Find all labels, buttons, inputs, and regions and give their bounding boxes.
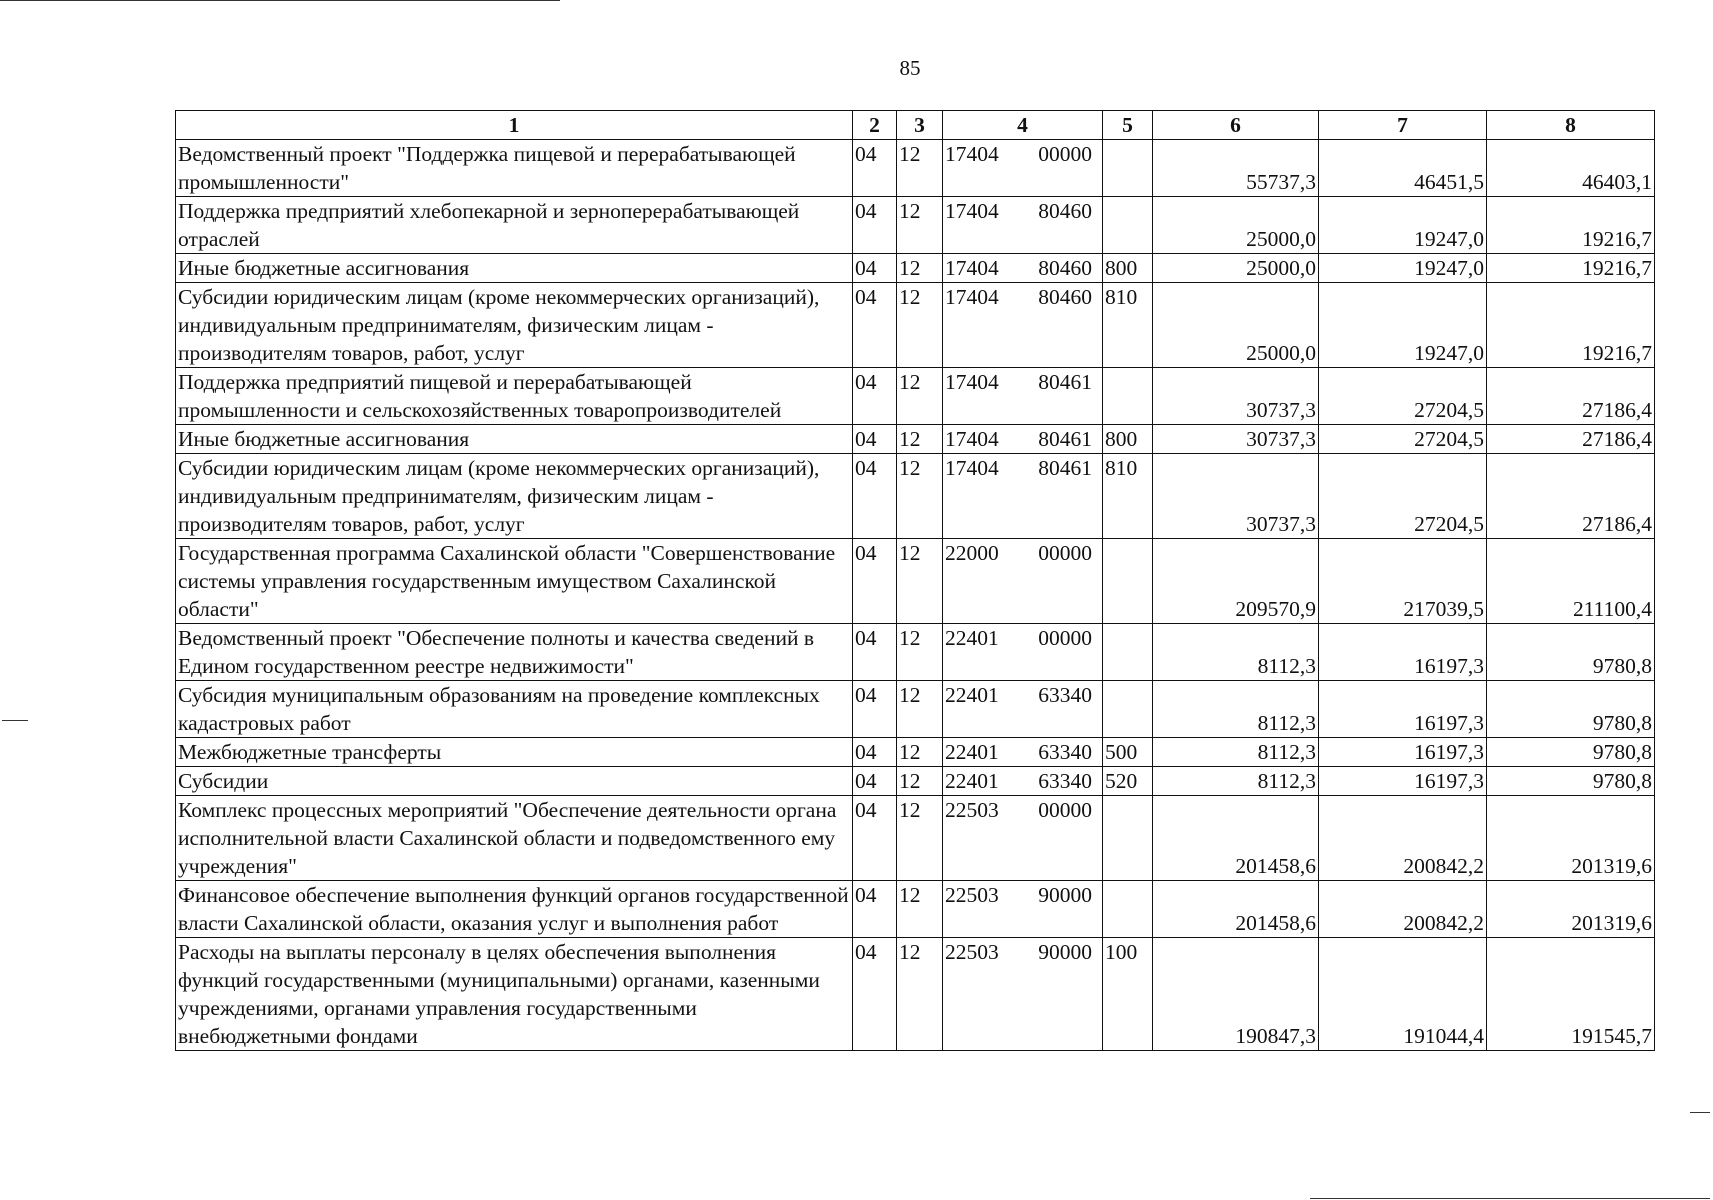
row-target-article-cell	[943, 368, 1103, 425]
table-row	[176, 197, 1655, 254]
row-target-article-prefix: 22401	[945, 683, 999, 707]
row-amount-col8: 211100,4	[1487, 539, 1655, 624]
row-amount-col7: 46451,5	[1319, 140, 1487, 197]
row-amount-col7: 27204,5	[1319, 425, 1487, 454]
table-row	[176, 938, 1655, 1051]
row-amount-col7: 16197,3	[1319, 738, 1487, 767]
row-target-article-prefix: 17404	[945, 142, 999, 166]
row-target-article-cell	[943, 283, 1103, 368]
row-amount-col7: 16197,3	[1319, 624, 1487, 681]
table-row	[176, 796, 1655, 881]
row-section-code: 04	[853, 624, 897, 681]
row-target-article	[945, 881, 1100, 909]
row-target-article-cell	[943, 938, 1103, 1051]
row-section-code: 04	[853, 140, 897, 197]
row-target-article	[945, 539, 1100, 567]
row-amount-col8: 27186,4	[1487, 425, 1655, 454]
row-section-code: 04	[853, 454, 897, 539]
row-section-code: 04	[853, 738, 897, 767]
row-target-article-cell	[943, 197, 1103, 254]
row-subsection-code: 12	[897, 140, 943, 197]
table-row	[176, 738, 1655, 767]
row-expense-type	[1103, 368, 1153, 425]
row-target-article-cell	[943, 425, 1103, 454]
row-subsection-code: 12	[897, 254, 943, 283]
row-section-code: 04	[853, 681, 897, 738]
row-name: Иные бюджетные ассигнования	[176, 425, 853, 454]
row-name: Расходы на выплаты персоналу в целях обеспечения выполнения функций государственными (муниципальными) органами, казенными учреждениями, органами управления государственными внебюджетными фондами	[176, 938, 853, 1051]
row-target-article-suffix: 00000	[1038, 541, 1092, 565]
table-row	[176, 368, 1655, 425]
column-header-6: 6	[1153, 111, 1319, 140]
row-section-code: 04	[853, 796, 897, 881]
row-subsection-code: 12	[897, 539, 943, 624]
row-amount-col7: 217039,5	[1319, 539, 1487, 624]
row-amount-col6: 8112,3	[1153, 624, 1319, 681]
row-target-article-cell	[943, 140, 1103, 197]
row-target-article-cell	[943, 681, 1103, 738]
row-amount-col8: 46403,1	[1487, 140, 1655, 197]
row-target-article	[945, 454, 1100, 482]
row-expense-type: 800	[1103, 425, 1153, 454]
row-name: Ведомственный проект "Обеспечение полноты и качества сведений в Едином государственном реестре недвижимости"	[176, 624, 853, 681]
row-expense-type: 800	[1103, 254, 1153, 283]
row-section-code: 04	[853, 368, 897, 425]
column-header-1: 1	[176, 111, 853, 140]
row-target-article	[945, 140, 1100, 168]
row-target-article-prefix: 17404	[945, 370, 999, 394]
row-expense-type	[1103, 539, 1153, 624]
row-target-article-prefix: 22401	[945, 626, 999, 650]
row-target-article-prefix: 22503	[945, 798, 999, 822]
row-amount-col8: 201319,6	[1487, 881, 1655, 938]
row-amount-col7: 19247,0	[1319, 254, 1487, 283]
table-row	[176, 254, 1655, 283]
row-subsection-code: 12	[897, 681, 943, 738]
row-name: Ведомственный проект "Поддержка пищевой и перерабатывающей промышленности"	[176, 140, 853, 197]
row-target-article-suffix: 80461	[1038, 427, 1092, 451]
row-amount-col8: 9780,8	[1487, 681, 1655, 738]
row-expense-type	[1103, 881, 1153, 938]
row-target-article-suffix: 80460	[1038, 256, 1092, 280]
row-target-article	[945, 796, 1100, 824]
row-target-article-prefix: 17404	[945, 427, 999, 451]
row-target-article-cell	[943, 454, 1103, 539]
row-subsection-code: 12	[897, 454, 943, 539]
row-amount-col7: 200842,2	[1319, 796, 1487, 881]
row-target-article-suffix: 00000	[1038, 626, 1092, 650]
row-target-article-suffix: 63340	[1038, 740, 1092, 764]
row-target-article-suffix: 80461	[1038, 456, 1092, 480]
scan-artifact-bottom	[1310, 1198, 1710, 1199]
row-target-article-suffix: 00000	[1038, 142, 1092, 166]
row-target-article	[945, 254, 1100, 282]
row-amount-col7: 191044,4	[1319, 938, 1487, 1051]
row-section-code: 04	[853, 254, 897, 283]
row-section-code: 04	[853, 881, 897, 938]
row-name: Государственная программа Сахалинской области "Совершенствование системы управления государственным имуществом Сахалинской области"	[176, 539, 853, 624]
row-expense-type	[1103, 796, 1153, 881]
row-subsection-code: 12	[897, 624, 943, 681]
table-body	[176, 140, 1655, 1051]
row-amount-col6: 8112,3	[1153, 681, 1319, 738]
table-row	[176, 767, 1655, 796]
row-amount-col8: 27186,4	[1487, 454, 1655, 539]
row-amount-col8: 9780,8	[1487, 624, 1655, 681]
row-amount-col6: 201458,6	[1153, 796, 1319, 881]
row-name: Субсидии	[176, 767, 853, 796]
row-amount-col8: 191545,7	[1487, 938, 1655, 1051]
row-target-article-suffix: 90000	[1038, 883, 1092, 907]
scan-artifact-left	[2, 720, 28, 721]
row-amount-col8: 27186,4	[1487, 368, 1655, 425]
row-name: Поддержка предприятий пищевой и перерабатывающей промышленности и сельскохозяйственных товаропроизводителей	[176, 368, 853, 425]
row-section-code: 04	[853, 283, 897, 368]
row-target-article-suffix: 90000	[1038, 940, 1092, 964]
row-amount-col7: 16197,3	[1319, 767, 1487, 796]
row-expense-type: 500	[1103, 738, 1153, 767]
row-subsection-code: 12	[897, 881, 943, 938]
row-amount-col6: 30737,3	[1153, 368, 1319, 425]
row-subsection-code: 12	[897, 796, 943, 881]
row-name: Субсидия муниципальным образованиям на проведение комплексных кадастровых работ	[176, 681, 853, 738]
row-amount-col8: 9780,8	[1487, 767, 1655, 796]
row-target-article-prefix: 22401	[945, 740, 999, 764]
table-row	[176, 454, 1655, 539]
row-name: Межбюджетные трансферты	[176, 738, 853, 767]
row-target-article	[945, 767, 1100, 795]
row-target-article-prefix: 22401	[945, 769, 999, 793]
row-target-article	[945, 283, 1100, 311]
row-section-code: 04	[853, 539, 897, 624]
row-subsection-code: 12	[897, 368, 943, 425]
row-amount-col7: 19247,0	[1319, 283, 1487, 368]
row-target-article-cell	[943, 767, 1103, 796]
row-amount-col6: 8112,3	[1153, 767, 1319, 796]
row-target-article	[945, 425, 1100, 453]
row-section-code: 04	[853, 767, 897, 796]
row-name: Поддержка предприятий хлебопекарной и зерноперерабатывающей отраслей	[176, 197, 853, 254]
column-header-5: 5	[1103, 111, 1153, 140]
row-target-article-prefix: 22000	[945, 541, 999, 565]
row-section-code: 04	[853, 938, 897, 1051]
row-expense-type: 100	[1103, 938, 1153, 1051]
row-target-article-suffix: 63340	[1038, 769, 1092, 793]
table-row	[176, 881, 1655, 938]
table-row	[176, 425, 1655, 454]
row-target-article-cell	[943, 254, 1103, 283]
scan-artifact-right	[1690, 1112, 1710, 1113]
row-expense-type	[1103, 624, 1153, 681]
row-target-article-prefix: 22503	[945, 883, 999, 907]
row-target-article	[945, 197, 1100, 225]
row-amount-col7: 16197,3	[1319, 681, 1487, 738]
row-amount-col8: 19216,7	[1487, 197, 1655, 254]
row-amount-col8: 9780,8	[1487, 738, 1655, 767]
row-expense-type: 520	[1103, 767, 1153, 796]
row-amount-col6: 25000,0	[1153, 254, 1319, 283]
row-expense-type: 810	[1103, 283, 1153, 368]
table-row	[176, 681, 1655, 738]
page-number: 85	[899, 56, 921, 80]
column-header-7: 7	[1319, 111, 1487, 140]
row-subsection-code: 12	[897, 938, 943, 1051]
row-target-article-prefix: 17404	[945, 456, 999, 480]
row-amount-col6: 30737,3	[1153, 425, 1319, 454]
row-expense-type: 810	[1103, 454, 1153, 539]
row-target-article	[945, 681, 1100, 709]
row-target-article-prefix: 17404	[945, 285, 999, 309]
row-subsection-code: 12	[897, 197, 943, 254]
row-target-article-cell	[943, 796, 1103, 881]
table-row	[176, 539, 1655, 624]
table-row	[176, 140, 1655, 197]
scan-artifact-top	[0, 0, 560, 1]
row-name: Субсидии юридическим лицам (кроме некоммерческих организаций), индивидуальным предпринимателям, физическим лицам - производителям товаров, работ, услуг	[176, 283, 853, 368]
column-header-4: 4	[943, 111, 1103, 140]
row-expense-type	[1103, 681, 1153, 738]
row-amount-col8: 19216,7	[1487, 283, 1655, 368]
row-target-article-suffix: 63340	[1038, 683, 1092, 707]
header-row	[176, 111, 1655, 140]
row-subsection-code: 12	[897, 738, 943, 767]
row-target-article-suffix: 00000	[1038, 798, 1092, 822]
row-target-article-prefix: 17404	[945, 256, 999, 280]
row-target-article-suffix: 80460	[1038, 285, 1092, 309]
row-target-article-cell	[943, 881, 1103, 938]
row-name: Иные бюджетные ассигнования	[176, 254, 853, 283]
row-subsection-code: 12	[897, 283, 943, 368]
column-header-2: 2	[853, 111, 897, 140]
row-amount-col8: 201319,6	[1487, 796, 1655, 881]
row-section-code: 04	[853, 197, 897, 254]
row-expense-type	[1103, 140, 1153, 197]
row-target-article	[945, 738, 1100, 766]
row-target-article	[945, 368, 1100, 396]
row-amount-col6: 25000,0	[1153, 283, 1319, 368]
table-row	[176, 283, 1655, 368]
row-target-article-cell	[943, 738, 1103, 767]
row-amount-col6: 55737,3	[1153, 140, 1319, 197]
row-amount-col6: 8112,3	[1153, 738, 1319, 767]
column-header-3: 3	[897, 111, 943, 140]
row-subsection-code: 12	[897, 767, 943, 796]
row-amount-col6: 30737,3	[1153, 454, 1319, 539]
row-amount-col6: 201458,6	[1153, 881, 1319, 938]
row-amount-col8: 19216,7	[1487, 254, 1655, 283]
row-name: Комплекс процессных мероприятий "Обеспечение деятельности органа исполнительной власти Сахалинской области и подведомственного ему учреждения"	[176, 796, 853, 881]
row-target-article-cell	[943, 539, 1103, 624]
row-target-article-suffix: 80460	[1038, 199, 1092, 223]
row-target-article-prefix: 22503	[945, 940, 999, 964]
row-amount-col6: 25000,0	[1153, 197, 1319, 254]
table-row	[176, 624, 1655, 681]
row-target-article-cell	[943, 624, 1103, 681]
row-amount-col6: 209570,9	[1153, 539, 1319, 624]
row-amount-col6: 190847,3	[1153, 938, 1319, 1051]
row-section-code: 04	[853, 425, 897, 454]
row-target-article	[945, 938, 1100, 966]
row-subsection-code: 12	[897, 425, 943, 454]
row-amount-col7: 27204,5	[1319, 368, 1487, 425]
row-amount-col7: 19247,0	[1319, 197, 1487, 254]
column-header-8: 8	[1487, 111, 1655, 140]
row-expense-type	[1103, 197, 1153, 254]
row-amount-col7: 27204,5	[1319, 454, 1487, 539]
row-name: Субсидии юридическим лицам (кроме некоммерческих организаций), индивидуальным предпринимателям, физическим лицам - производителям товаров, работ, услуг	[176, 454, 853, 539]
budget-table	[175, 110, 1655, 1051]
row-target-article	[945, 624, 1100, 652]
row-amount-col7: 200842,2	[1319, 881, 1487, 938]
row-target-article-suffix: 80461	[1038, 370, 1092, 394]
row-name: Финансовое обеспечение выполнения функций органов государственной власти Сахалинской области, оказания услуг и выполнения работ	[176, 881, 853, 938]
row-target-article-prefix: 17404	[945, 199, 999, 223]
